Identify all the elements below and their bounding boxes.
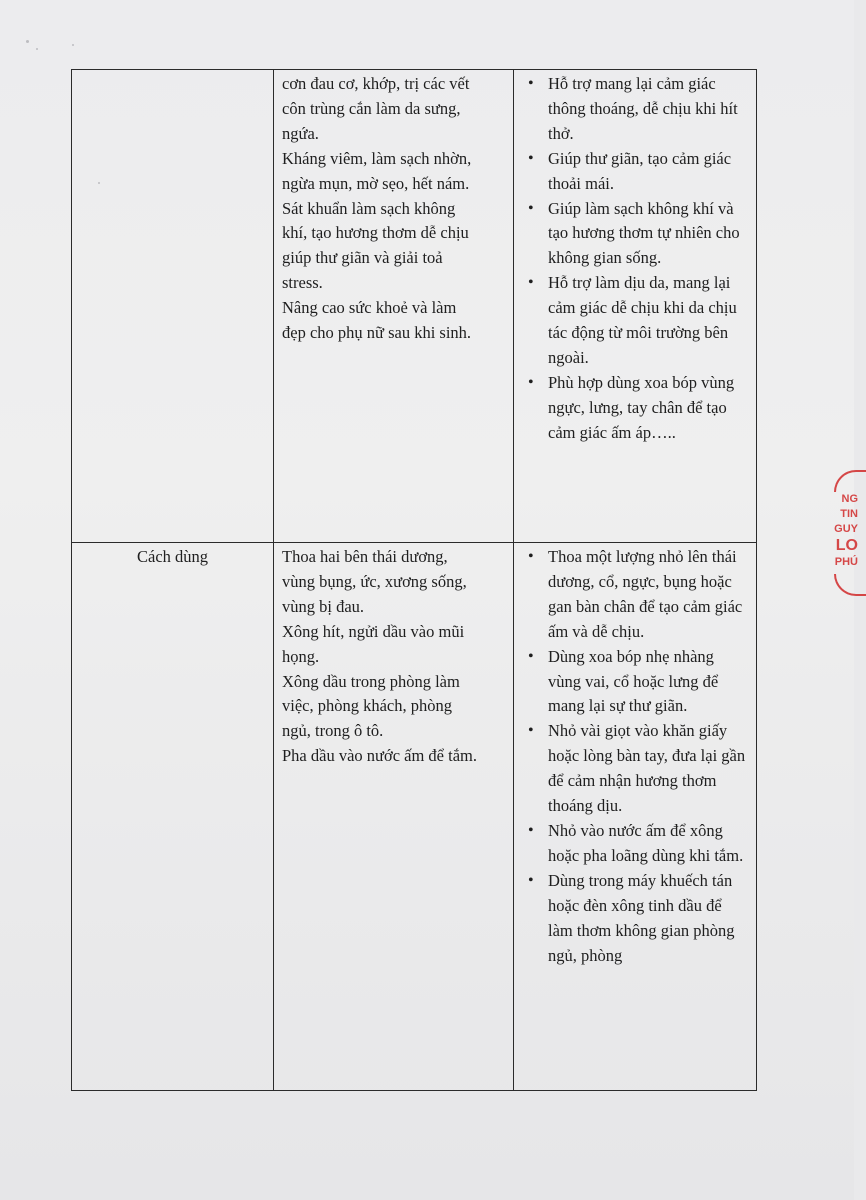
original-text-cell [274,543,514,1091]
text-line: ngủ, trong ô tô. [282,721,384,741]
text-line: ngừa mụn, mờ sẹo, hết nám. [282,173,470,193]
original-text-cell [274,70,514,543]
table-row [72,543,757,1091]
text-line: việc, phòng khách, phòng [282,696,453,716]
usage-table [71,69,757,1091]
paper-speck [36,48,38,50]
row-label-cach-dung: Cách dùng [136,547,209,566]
stamp-text: LO [835,537,858,554]
stamp-text: TIN [840,508,858,520]
text-line: Xông dầu trong phòng làm [282,671,460,691]
bullet-list [528,545,748,968]
text-line: ngứa. [282,123,319,143]
text-line: cơn đau cơ, khớp, trị các vết [282,74,470,93]
text-line: đẹp cho phụ nữ sau khi sinh. [282,323,472,343]
stamp-text: PHÚ [834,556,858,568]
bullet-item: • Dùng xoa bóp nhẹ nhàng vùng vai, cổ hoặc lưng để mang lại sự thư giãn. [548,645,748,720]
table-row [72,70,757,543]
paper-speck [72,44,74,46]
text-line: Nâng cao sức khoẻ và làm [282,298,457,318]
text-line: stress. [282,273,323,293]
bullet-item: • Dùng trong máy khuếch tán hoặc đèn xông tinh dầu để làm thơm không gian phòng ngủ, phòng [548,869,748,969]
text-line: họng. [282,646,320,666]
bullet-item: • Nhỏ vài giọt vào khăn giấy hoặc lòng bàn tay, đưa lại gần để cảm nhận hương thơm thoáng dịu. [548,719,748,819]
bullet-item: • Hỗ trợ làm dịu da, mang lại cảm giác dễ chịu khi da chịu tác động từ môi trường bên ngoài. [548,271,748,371]
red-seal-stamp [828,470,858,610]
revised-text-cell [514,70,757,543]
text-line: vùng bụng, ức, xương sống, [282,571,467,591]
text-line: Thoa hai bên thái dương, [282,547,448,566]
stamp-arc [834,470,866,492]
text-line: côn trùng cắn làm da sưng, [282,98,461,118]
text-line: Kháng viêm, làm sạch nhờn, [282,148,472,168]
bullet-item: • Giúp thư giãn, tạo cảm giác thoải mái. [548,147,748,197]
text-line: Xông hít, ngửi dầu vào mũi [282,621,465,641]
text-line: vùng bị đau. [282,596,365,616]
stamp-text: GUY [834,523,858,535]
text-line: khí, tạo hương thơm dễ chịu [282,223,469,243]
bullet-list [528,72,748,446]
revised-text-cell [514,543,757,1091]
row-label-cell [72,70,274,543]
bullet-item: • Hỗ trợ mang lại cảm giác thông thoáng, dễ chịu khi hít thở. [548,72,748,147]
bullet-item: • Phù hợp dùng xoa bóp vùng ngực, lưng, tay chân để tạo cảm giác ấm áp….. [548,371,748,446]
text-line: Pha dầu vào nước ấm để tắm. [282,746,477,766]
text-line: giúp thư giãn và giải toả [282,248,443,268]
stamp-arc [834,574,866,596]
bullet-item: • Nhỏ vào nước ấm để xông hoặc pha loãng dùng khi tắm. [548,819,748,869]
row-label-cell [72,543,274,1091]
text-line: Sát khuẩn làm sạch không [282,198,456,218]
bullet-item: • Thoa một lượng nhỏ lên thái dương, cổ, ngực, bụng hoặc gan bàn chân để tạo cảm giác ấm và dễ chịu. [548,545,748,645]
stamp-text: NG [841,493,858,505]
bullet-item: • Giúp làm sạch không khí và tạo hương thơm tự nhiên cho không gian sống. [548,197,748,272]
paper-speck [26,40,29,43]
